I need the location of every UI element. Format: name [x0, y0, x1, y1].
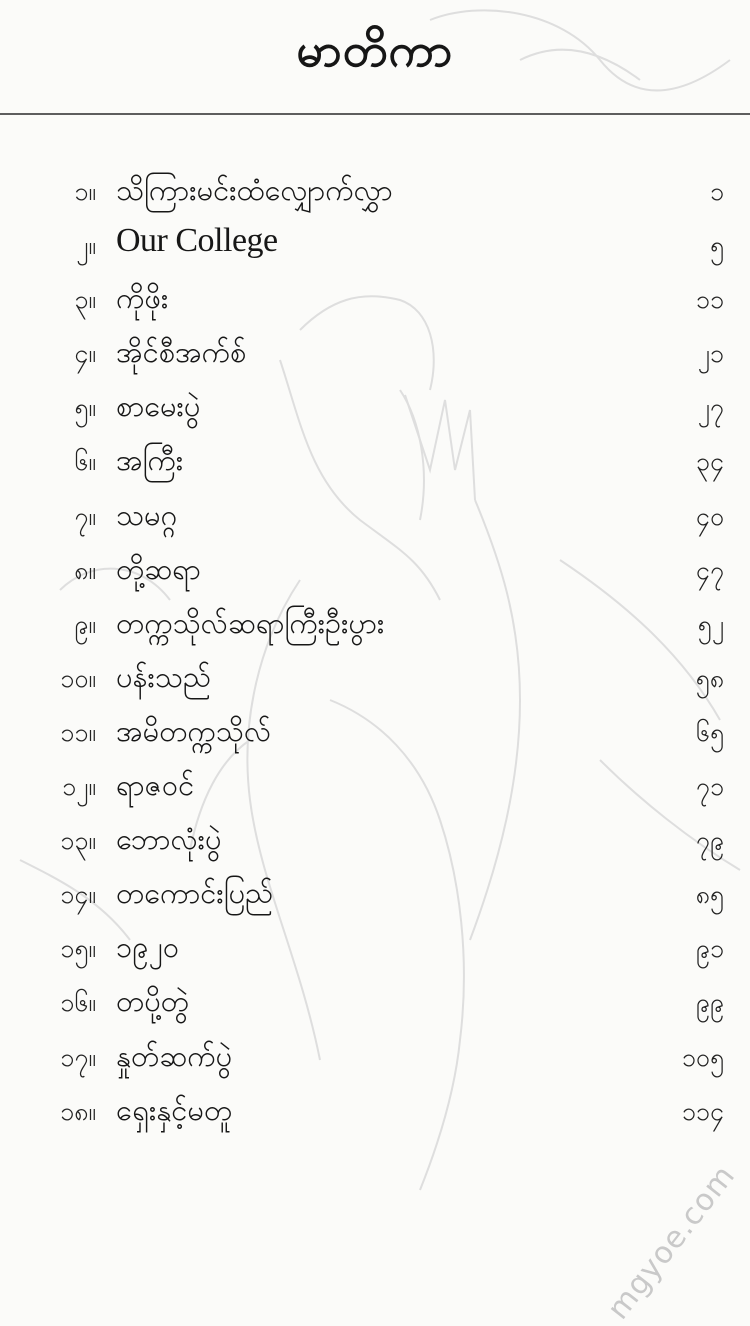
chapter-title: တကောင်းပြည် — [116, 876, 274, 911]
chapter-page-number: ၆၅ — [695, 717, 724, 747]
toc-row[interactable] — [0, 659, 750, 713]
toc-row[interactable] — [0, 929, 750, 983]
chapter-number: ၇။ — [74, 501, 96, 531]
chapter-title: စာမေးပွဲ — [116, 389, 201, 424]
chapter-title: ရှေးနှင့်မတူ — [116, 1092, 233, 1127]
chapter-title: ရာဇဝင် — [116, 768, 195, 803]
chapter-title: တက္ကသိုလ်ဆရာကြီးဦးပွား — [116, 605, 385, 640]
chapter-page-number: ၅၂ — [697, 609, 724, 639]
table-of-contents — [0, 172, 750, 1146]
chapter-page-number: ၉၁ — [695, 934, 724, 964]
chapter-number: ၉။ — [74, 609, 96, 639]
chapter-number: ၁၇။ — [60, 1042, 96, 1072]
toc-row[interactable] — [0, 875, 750, 929]
chapter-page-number: ၁၁၄ — [681, 1096, 724, 1126]
chapter-title: အမိတက္ကသိုလ် — [116, 713, 272, 748]
chapter-page-number: ၂၁ — [697, 339, 724, 369]
site-watermark: mgyoe.com — [600, 1158, 742, 1326]
toc-row[interactable] — [0, 1092, 750, 1146]
chapter-title: ၁၉၂၀ — [116, 930, 180, 965]
chapter-page-number: ၅၈ — [695, 663, 724, 693]
chapter-number: ၁၆။ — [60, 988, 96, 1018]
toc-row[interactable] — [0, 767, 750, 821]
chapter-title: ဘောလုံးပွဲ — [116, 822, 222, 857]
chapter-number: ၁၃။ — [60, 826, 96, 856]
toc-row[interactable] — [0, 280, 750, 334]
toc-row[interactable] — [0, 983, 750, 1037]
chapter-title: သမဂ္ဂ — [116, 497, 178, 532]
chapter-title: ပန်းသည် — [116, 659, 211, 694]
chapter-number: ၂။ — [76, 231, 96, 261]
chapter-number: ၁၈။ — [60, 1096, 96, 1126]
chapter-number: ၄။ — [74, 339, 96, 369]
chapter-title: အကြီး — [116, 443, 184, 478]
chapter-page-number: ၇၁ — [695, 772, 724, 802]
chapter-number: ၁။ — [74, 177, 96, 206]
chapter-number: ၁၂။ — [62, 772, 96, 802]
toc-row[interactable] — [0, 388, 750, 442]
chapter-page-number: ၂၇ — [697, 393, 724, 423]
chapter-page-number: ၉၉ — [695, 988, 724, 1018]
chapter-title: တို့ဆရာ — [116, 551, 201, 586]
chapter-number: ၃။ — [74, 285, 96, 315]
title-divider — [0, 113, 750, 115]
chapter-page-number: ၃၄ — [695, 447, 724, 477]
chapter-page-number: ၈၅ — [695, 880, 724, 910]
chapter-title: ကိုဖိုး — [116, 281, 169, 316]
toc-row[interactable] — [0, 334, 750, 388]
toc-row[interactable] — [0, 1038, 750, 1092]
chapter-number: ၁၁။ — [60, 717, 96, 747]
chapter-title: တပို့တွဲ — [116, 984, 190, 1019]
chapter-number: ၅။ — [74, 393, 96, 423]
toc-row[interactable] — [0, 605, 750, 659]
toc-row[interactable] — [0, 551, 750, 605]
chapter-title: သိကြားမင်းထံလျှောက်လွှာ — [116, 173, 393, 207]
chapter-page-number: ၇၉ — [695, 826, 724, 856]
chapter-title: အိုင်စီအက်စ် — [116, 335, 247, 370]
chapter-title: နှုတ်ဆက်ပွဲ — [116, 1038, 233, 1073]
toc-row[interactable] — [0, 497, 750, 551]
page-title: မာတိကာ — [296, 23, 454, 77]
chapter-number: ၁၅။ — [60, 934, 96, 964]
chapter-page-number: ၁၁ — [695, 285, 724, 315]
toc-row[interactable] — [0, 821, 750, 875]
chapter-page-number: ၁ — [709, 177, 724, 206]
toc-row[interactable] — [0, 222, 750, 280]
chapter-title: Our College — [116, 222, 278, 260]
toc-row[interactable] — [0, 442, 750, 496]
chapter-number: ၆။ — [74, 447, 96, 477]
toc-row[interactable] — [0, 172, 750, 226]
chapter-number: ၈။ — [74, 555, 96, 585]
toc-row[interactable] — [0, 713, 750, 767]
chapter-page-number: ၅ — [709, 231, 724, 261]
chapter-number: ၁၀။ — [60, 663, 96, 693]
chapter-page-number: ၄၀ — [695, 501, 724, 531]
chapter-page-number: ၁၀၅ — [681, 1042, 724, 1072]
chapter-number: ၁၄။ — [60, 880, 96, 910]
chapter-page-number: ၄၇ — [695, 555, 724, 585]
